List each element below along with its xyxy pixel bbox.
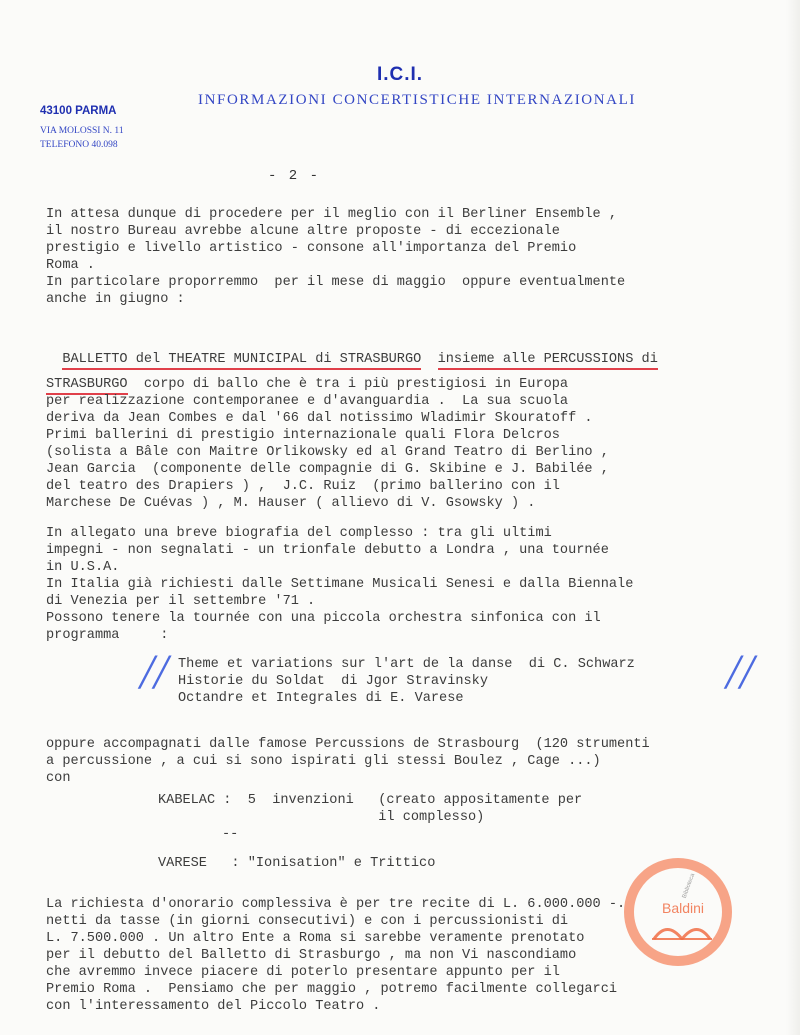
text-line: per il debutto del Balletto di Strasburgo , ma non Vi nascondiamo — [46, 948, 577, 963]
text-line: Jean Garcia (componente delle compagnie di G. Skibine e J. Babilée , — [46, 462, 609, 477]
text-line: Possono tenere la tournée con una piccola orchestra sinfonica con il — [46, 611, 601, 626]
headline-strasburgo: STRASBURGO — [46, 377, 128, 395]
work-kabelac-cont: il complesso) — [158, 810, 485, 825]
text-line: In allegato una breve biografia del complesso : tra gli ultimi — [46, 526, 552, 541]
text-line: L. 7.500.000 . Un altro Ente a Roma si sarebbe veramente prenotato — [46, 931, 585, 946]
letterhead-logo: I.C.I. — [376, 64, 424, 85]
work-varese: VARESE : "Ionisation" e Trittico — [158, 856, 436, 871]
text-line: In attesa dunque di procedere per il meglio con il Berliner Ensemble , — [46, 207, 618, 222]
separator: -- — [222, 827, 239, 842]
headline-percussions: insieme alle PERCUSSIONS di — [438, 352, 658, 370]
text-line: La richiesta d'onorario complessiva è per tre recite di L. 6.000.000 -. — [46, 897, 626, 912]
text-line: STRASBURGO corpo di ballo che è tra i più prestigiosi in Europa — [46, 376, 568, 393]
work-kabelac: KABELAC : 5 invenzioni (creato appositamente per — [158, 793, 583, 808]
text-line: oppure accompagnati dalle famose Percussions de Strasbourg (120 strumenti — [46, 737, 650, 752]
stamp-subtitle: Biblioteca — [681, 872, 697, 900]
text-line: netti da tasse (in giorni consecutivi) e con i percussionisti di — [46, 914, 569, 929]
text-line: a percussione , a cui si sono ispirati gli stessi Boulez , Cage ...) — [46, 754, 601, 769]
text-line: con l'interessamento del Piccolo Teatro . — [46, 999, 381, 1014]
page-edge-shadow — [786, 0, 800, 1035]
text-line: deriva da Jean Combes e dal '66 dal notissimo Wladimir Skouratoff . — [46, 411, 593, 426]
text-line: Primi ballerini di prestigio internazionale quali Flora Delcros — [46, 428, 560, 443]
stamp-arch-icon — [652, 922, 712, 940]
text-line: con — [46, 771, 71, 786]
text-line: Premio Roma . Pensiamo che per maggio , potremo facilmente collegarci — [46, 982, 618, 997]
text-line: di Venezia per il settembre '71 . — [46, 594, 316, 609]
text-line: programma : — [46, 628, 169, 643]
page-number: - 2 - — [268, 168, 321, 184]
text-line: il nostro Bureau avrebbe alcune altre proposte - di eccezionale — [46, 224, 560, 239]
text-line: del teatro des Drapiers ) , J.C. Ruiz (primo ballerino con il — [46, 479, 560, 494]
headline — [46, 334, 658, 368]
text-line: impegni - non segnalati - un trionfale debutto a Londra , una tournée — [46, 543, 609, 558]
text-line: Roma . — [46, 258, 95, 273]
text-line: In Italia già richiesti dalle Settimane Musicali Senesi e dalla Biennale — [46, 577, 634, 592]
text-line: prestigio e livello artistico - consone all'importanza del Premio — [46, 241, 577, 256]
address-street: VIA MOLOSSI N. 11 — [40, 126, 124, 136]
programme-item: Historie du Soldat di Jgor Stravinsky — [178, 674, 488, 689]
letterhead-organization: INFORMAZIONI CONCERTISTICHE INTERNAZIONALI — [198, 92, 636, 108]
text-line: per realizzazione contemporanee e d'avanguardia . La sua scuola — [46, 394, 569, 409]
text-line: Marchese De Cuévas ) , M. Hauser ( allievo di V. Gsowsky ) . — [46, 496, 536, 511]
pen-mark-right: // — [726, 643, 754, 699]
programme-item: Octandre et Integrales di E. Varese — [178, 691, 464, 706]
stamp-brand: Baldini — [662, 900, 705, 916]
text-line: (solista a Bâle con Maitre Orlikowsky ed al Grand Teatro di Berlino , — [46, 445, 609, 460]
text-line: che avremmo invece piacere di poterlo presentare appunto per il — [46, 965, 560, 980]
text-line: In particolare proporremmo per il mese di maggio oppure eventualmente — [46, 275, 626, 290]
headline-ballet: BALLETTO del THEATRE MUNICIPAL di STRASBURGO — [62, 352, 421, 370]
address-city: 43100 PARMA — [40, 105, 117, 117]
programme-item: Theme et variations sur l'art de la danse di C. Schwarz — [178, 657, 635, 672]
address-phone: TELEFONO 40.098 — [40, 140, 118, 150]
text-line: anche in giugno : — [46, 292, 185, 307]
text-line: in U.S.A. — [46, 560, 120, 575]
pen-mark-left: // — [140, 643, 168, 699]
